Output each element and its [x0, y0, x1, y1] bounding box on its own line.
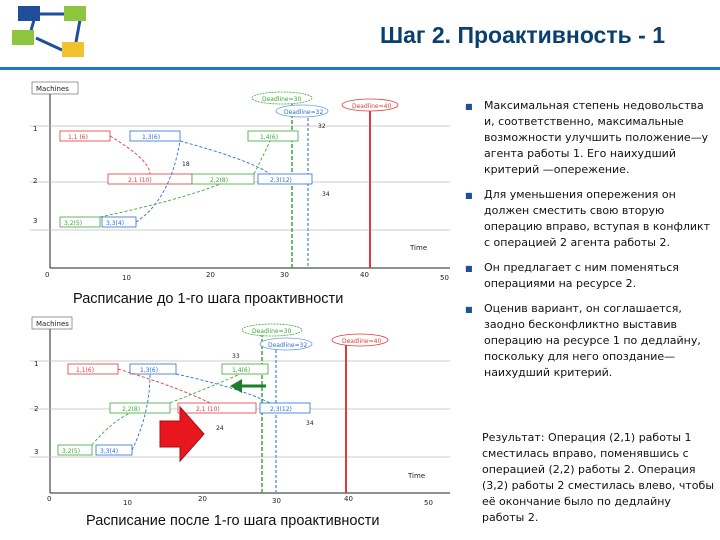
tick-10: 10	[122, 274, 131, 282]
tick-0: 0	[45, 271, 50, 279]
tick-50-2: 50	[424, 499, 433, 507]
bullet-text: Оценив вариант, он соглашается, заодно бесконфликтно выставив операцию на ресурсе 1 по дедлайну, поскольку для него опоздание— наихудший критерий.	[484, 302, 701, 379]
tick-50: 50	[440, 274, 449, 282]
op-1-4-after: 1,4(6)	[232, 367, 251, 374]
tick-10-2: 10	[123, 499, 132, 507]
machine-1-label-2: 1	[34, 360, 39, 368]
bullet-text: Он предлагает с ним поменяться операциями на ресурсе 2.	[484, 261, 679, 290]
title-underline	[0, 67, 720, 70]
op-1-1: 1,1 (6)	[68, 134, 88, 141]
machines-axis-label-2: Machines	[36, 320, 69, 328]
op-3-2-after: 3,2(5)	[62, 448, 81, 455]
caption-after: Расписание после 1-го шага проактивности	[86, 513, 380, 529]
machine-2-label: 2	[33, 177, 38, 185]
deadline-40-label: Deadline=40	[352, 103, 392, 110]
op-1-3-after: 1,3(6)	[140, 367, 159, 374]
tick-0-2: 0	[47, 495, 52, 503]
result-text: Результат: Операция (2,1) работы 1 сместилась вправо, поменявшись с операцией (2,2) работы 2. Операция (3,2) работы 2 сместилась влево, чтобы её окончание было по дедлайну работы 2.	[482, 431, 715, 524]
schedule-before-svg	[30, 80, 460, 285]
tick-40-2: 40	[344, 495, 353, 503]
right-arrow-icon	[160, 407, 204, 461]
bullet-item	[462, 187, 712, 251]
mark-32: 32	[318, 123, 326, 130]
left-arrow-icon	[230, 379, 266, 393]
op-1-4: 1,4(6)	[260, 134, 279, 141]
bullet-list	[462, 98, 712, 390]
time-axis-label-2: Time	[408, 472, 426, 480]
bullet-item	[462, 260, 712, 292]
machine-1-label: 1	[33, 125, 38, 133]
tick-40: 40	[360, 271, 369, 279]
machine-2-label-2: 2	[34, 405, 39, 413]
bullet-square-icon: ■	[465, 264, 473, 273]
tick-30-2: 30	[272, 497, 281, 505]
schedule-after-chart	[30, 313, 460, 513]
op-1-3: 1,3(6)	[142, 134, 161, 141]
time-axis-label: Time	[410, 244, 428, 252]
bullet-square-icon: ■	[465, 191, 473, 200]
mark-34: 34	[322, 191, 330, 198]
deadline-32-label: Deadline=32	[284, 109, 324, 116]
tick-20: 20	[206, 271, 215, 279]
op-2-3: 2,3(12)	[270, 177, 292, 184]
caption-before: Расписание до 1-го шага проактивности	[73, 291, 344, 307]
mark-33: 33	[232, 353, 240, 360]
schedule-before-chart	[30, 80, 460, 285]
bullet-square-icon: ■	[465, 305, 473, 314]
op-2-2: 2,2(8)	[210, 177, 229, 184]
op-2-2-after: 2,2(8)	[122, 406, 141, 413]
deadline-32-label-2: Deadline=32	[268, 342, 308, 349]
op-2-1: 2,1 (10)	[128, 177, 152, 184]
schedule-after-svg	[30, 313, 460, 513]
op-1-1-after: 1,1(6)	[76, 367, 95, 374]
mark-34-2: 34	[306, 420, 314, 427]
bullet-text: Максимальная степень недовольства и, соответственно, максимальные возможности улучшить положение—у агента работы 1. Его наихудший критерий —опережение.	[484, 99, 709, 176]
deadline-30-label: Deadline=30	[262, 96, 302, 103]
op-2-1-after: 2,1 (10)	[196, 406, 220, 413]
deadline-30-label-2: Deadline=30	[252, 328, 292, 335]
op-3-2: 3,2(5)	[64, 220, 83, 227]
bullet-item	[462, 98, 712, 178]
machine-3-label-2: 3	[34, 448, 39, 456]
bullet-item	[462, 301, 712, 381]
machines-axis-label: Machines	[36, 85, 69, 93]
op-2-3-after: 2,3(12)	[270, 406, 292, 413]
op-3-3-after: 3,3(4)	[100, 448, 119, 455]
op-3-3: 3,3(4)	[106, 220, 125, 227]
mark-24: 24	[216, 425, 224, 432]
tick-20-2: 20	[198, 495, 207, 503]
deadline-40-label-2: Deadline=40	[342, 338, 382, 345]
bullet-text: Для уменьшения опережения он должен сместить свою вторую операцию вправо, вступая в конфликт с операцией 2 агента работы 2.	[484, 188, 711, 249]
page-title: Шаг 2. Проактивность - 1	[380, 22, 665, 48]
tick-30: 30	[280, 271, 289, 279]
machine-3-label: 3	[33, 217, 38, 225]
logo-icon	[0, 0, 120, 65]
bullet-square-icon: ■	[465, 102, 473, 111]
mark-18: 18	[182, 161, 190, 168]
